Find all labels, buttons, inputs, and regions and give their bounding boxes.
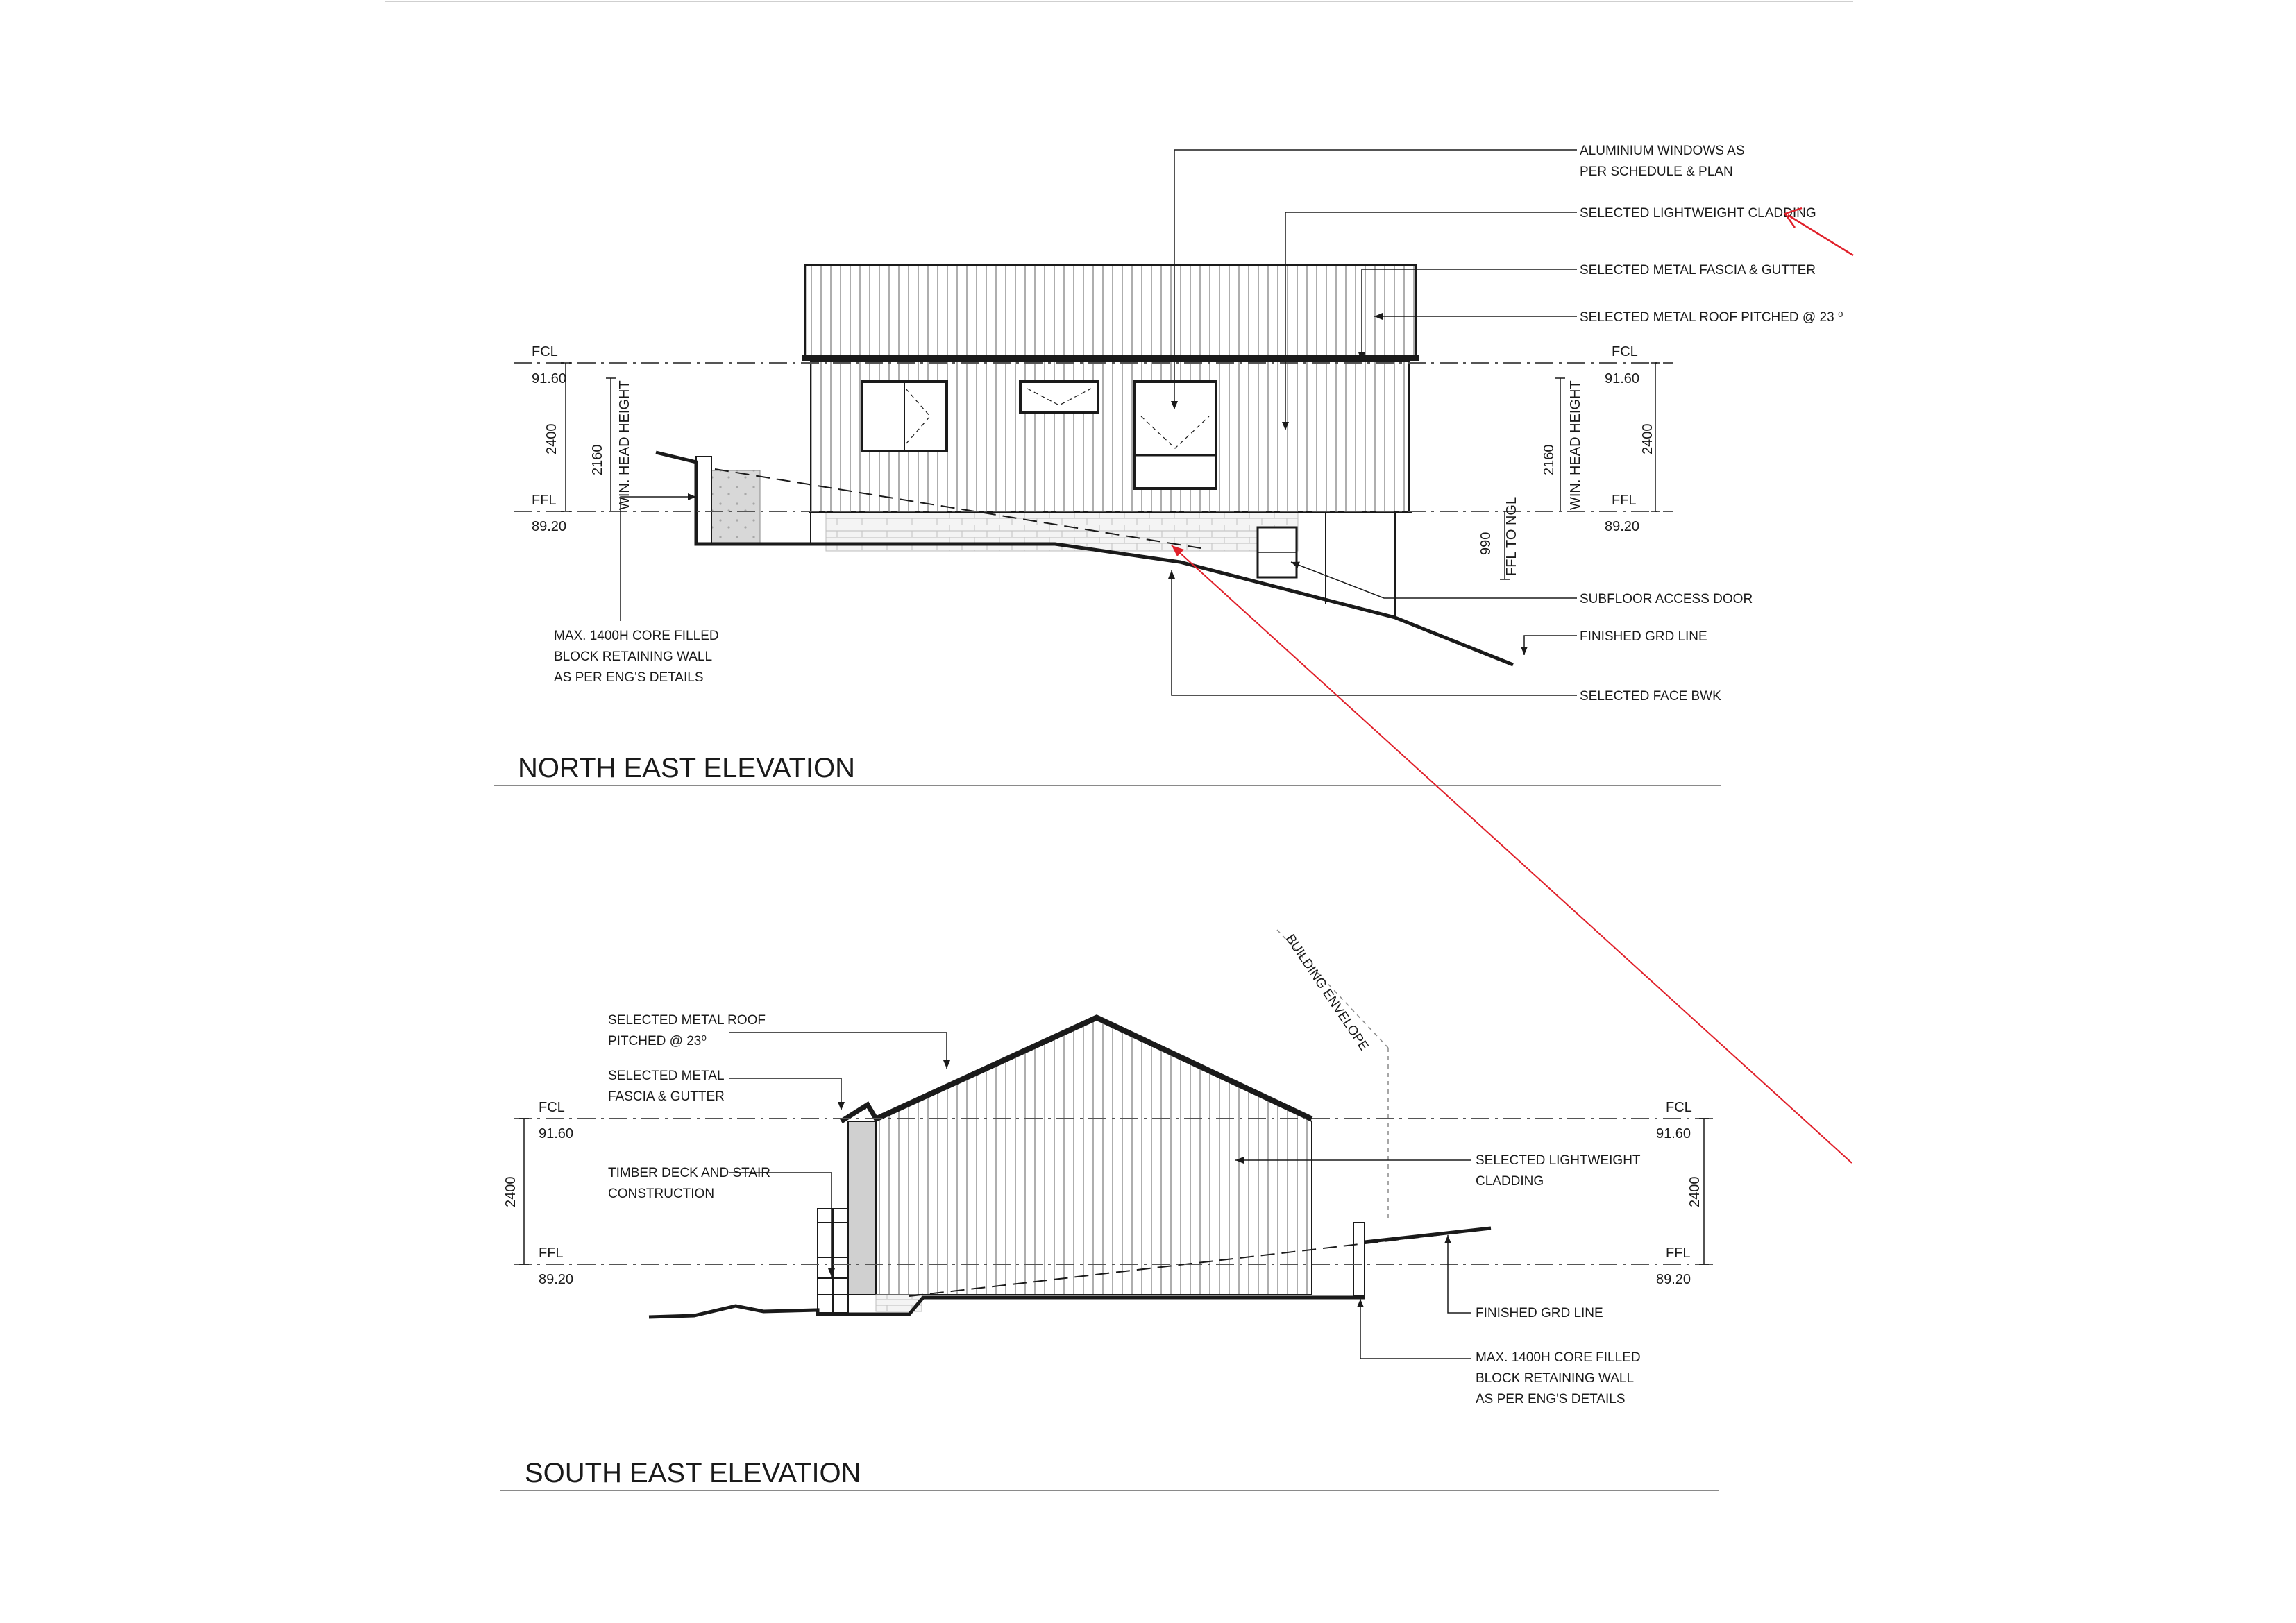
ne-note-fascia: SELECTED METAL FASCIA & GUTTER [1580, 263, 1816, 278]
ne-window-2 [1020, 382, 1098, 412]
ne-elevation-title: NORTH EAST ELEVATION [518, 753, 856, 783]
se-note-cladding-line2: CLADDING [1476, 1174, 1544, 1189]
se-note-deck-line2: CONSTRUCTION [608, 1187, 715, 1201]
se-wall-cladding [876, 1020, 1312, 1295]
ne-note-roof: SELECTED METAL ROOF PITCHED @ 23 ⁰ [1580, 310, 1843, 325]
ne-note-retaining-line1: MAX. 1400H CORE FILLED [554, 629, 719, 643]
ne-note-retaining-line3: AS PER ENG'S DETAILS [554, 670, 704, 685]
se-ffl-label-left: FFL [539, 1246, 564, 1261]
ne-win-head-label-right: WIN. HEAD HEIGHT [1568, 380, 1583, 510]
se-note-roof-line2: PITCHED @ 23⁰ [608, 1034, 707, 1048]
se-ffl-value-left: 89.20 [539, 1272, 574, 1287]
ne-window-3 [1134, 382, 1216, 488]
se-note-roof-line1: SELECTED METAL ROOF [608, 1013, 766, 1028]
se-fcl-value-right: 91.60 [1656, 1126, 1691, 1141]
se-timber-stair [818, 1209, 848, 1313]
se-retaining-wall [1353, 1223, 1365, 1296]
ne-fascia [802, 355, 1419, 361]
ne-fcl-value-right: 91.60 [1605, 371, 1640, 386]
se-ffl-label-right: FFL [1666, 1246, 1691, 1261]
se-ffl-value-right: 89.20 [1656, 1272, 1691, 1287]
se-dim-2400-right: 2400 [1687, 1176, 1703, 1207]
ne-dim-990: 990 [1478, 532, 1494, 555]
se-note-deck-line1: TIMBER DECK AND STAIR [608, 1166, 771, 1180]
south-east-elevation [500, 930, 1719, 1490]
ne-note-retaining-line2: BLOCK RETAINING WALL [554, 649, 713, 664]
ne-note-cladding: SELECTED LIGHTWEIGHT CLADDING [1580, 206, 1816, 221]
ne-dim-2400-right: 2400 [1640, 423, 1655, 454]
ne-dim-2160-left: 2160 [590, 444, 605, 475]
ne-ffl-value-left: 89.20 [532, 519, 567, 534]
ne-dim-2400-left: 2400 [544, 423, 559, 454]
se-ground-line [649, 1298, 1365, 1317]
ne-ffl-to-ngl-label: FFL TO NGL [1504, 496, 1519, 576]
ne-note-subfloor-door: SUBFLOOR ACCESS DOOR [1580, 592, 1753, 606]
se-note-fascia-line1: SELECTED METAL [608, 1069, 725, 1083]
se-note-retaining-line3: AS PER ENG'S DETAILS [1476, 1392, 1626, 1407]
se-note-retaining-line2: BLOCK RETAINING WALL [1476, 1371, 1635, 1386]
se-note-retaining-line1: MAX. 1400H CORE FILLED [1476, 1350, 1641, 1365]
se-note-building-envelope: BUILDING ENVELOPE [1282, 932, 1371, 1054]
ne-ffl-label-left: FFL [532, 493, 557, 508]
ne-dim-2160-right: 2160 [1542, 444, 1557, 475]
ne-win-head-label-left: WIN. HEAD HEIGHT [617, 380, 632, 510]
ne-fcl-label-left: FCL [532, 344, 558, 359]
north-east-elevation [494, 144, 1843, 785]
ne-fcl-label-right: FCL [1612, 344, 1638, 359]
ne-ffl-value-right: 89.20 [1605, 519, 1640, 534]
ne-fcl-value-left: 91.60 [532, 371, 567, 386]
se-fcl-value-left: 91.60 [539, 1126, 574, 1141]
se-elevation-title: SOUTH EAST ELEVATION [525, 1458, 861, 1488]
se-note-cladding-line1: SELECTED LIGHTWEIGHT [1476, 1153, 1641, 1168]
se-note-finished-grd: FINISHED GRD LINE [1476, 1306, 1603, 1320]
se-dim-2400-left: 2400 [503, 1176, 518, 1207]
se-fcl-label-left: FCL [539, 1100, 565, 1115]
se-fcl-label-right: FCL [1666, 1100, 1692, 1115]
ne-roof [805, 265, 1416, 357]
se-note-fascia-line2: FASCIA & GUTTER [608, 1089, 725, 1104]
ne-note-windows-line2: PER SCHEDULE & PLAN [1580, 164, 1733, 179]
ne-note-windows-line1: ALUMINIUM WINDOWS AS [1580, 144, 1745, 158]
ne-note-finished-grd: FINISHED GRD LINE [1580, 629, 1707, 644]
ne-note-face-bwk: SELECTED FACE BWK [1580, 689, 1721, 704]
se-deck-wall [848, 1121, 876, 1295]
ne-ffl-label-right: FFL [1612, 493, 1637, 508]
